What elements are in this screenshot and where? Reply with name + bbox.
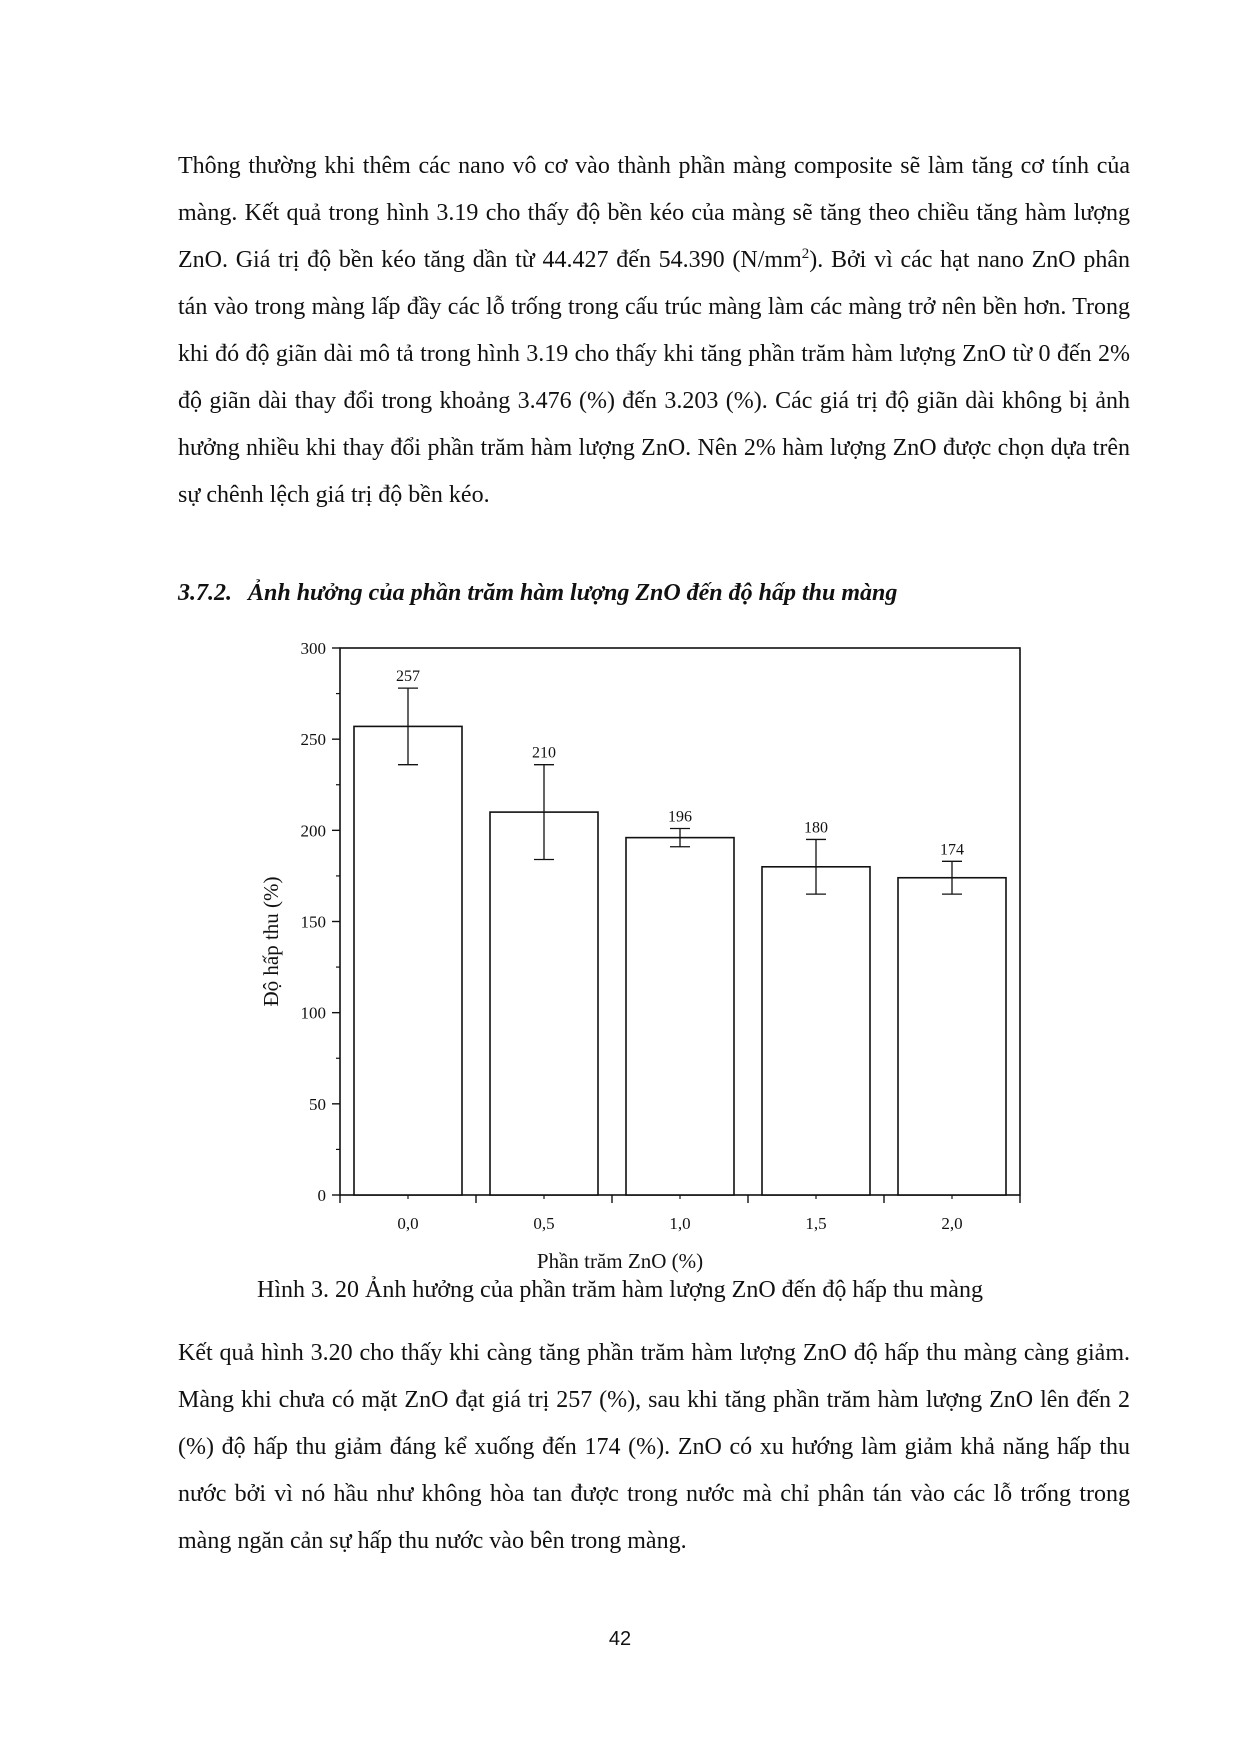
data-label: 257 xyxy=(396,668,420,686)
bar xyxy=(354,726,462,1195)
y-axis-title: Độ hấp thu (%) xyxy=(259,876,283,1007)
superscript-2: 2 xyxy=(801,246,810,262)
bar xyxy=(490,812,598,1195)
x-tick-label: 1,0 xyxy=(669,1214,691,1233)
bar xyxy=(898,878,1006,1195)
x-tick-label: 0,5 xyxy=(533,1214,555,1233)
data-label: 180 xyxy=(804,819,828,837)
data-label: 210 xyxy=(532,744,556,762)
bar xyxy=(762,867,870,1195)
x-tick-label: 2,0 xyxy=(941,1214,963,1233)
page-number: 42 xyxy=(608,1628,632,1650)
data-label: 196 xyxy=(668,808,692,826)
y-tick-label: 300 xyxy=(300,639,326,658)
figure-caption: Hình 3. 20 Ảnh hưởng của phần trăm hàm lượng ZnO đến độ hấp thu màng xyxy=(257,1277,983,1303)
y-tick-label: 250 xyxy=(300,730,326,750)
x-tick-label: 0,0 xyxy=(397,1214,419,1233)
paragraph-1-text-b: ). Bởi vì các hạt nano ZnO phân tán vào trong màng lấp đầy các lỗ trống trong cấu trúc màng làm các màng trở nên bền hơn. Trong khi đó độ giãn dài mô tả trong hình 3.19 cho thấy khi tăng phần trăm hàm lượng ZnO từ 0 đến 2% độ giãn dài thay đổi trong khoảng 3.476 (%) đến 3.203 (%). Các giá trị độ giãn dài không bị ảnh hưởng nhiều khi thay đổi phần trăm hàm lượng ZnO. Nên 2% hàm lượng ZnO được chọn dựa trên sự chênh lệch giá trị độ bền kéo. xyxy=(178,247,1131,508)
x-axis-title: Phần trăm ZnO (%) xyxy=(536,1249,704,1273)
y-tick-label: 200 xyxy=(300,821,326,841)
y-tick-label: 100 xyxy=(300,1003,326,1023)
bar xyxy=(626,838,734,1195)
paragraph-1-text-a: Thông thường khi thêm các nano vô cơ vào thành phần màng composite sẽ làm tăng cơ tính của màng. Kết quả trong hình 3.19 cho thấy độ bền kéo của màng sẽ tăng theo chiều tăng hàm lượng ZnO. Giá trị độ bền kéo tăng dần từ 44.427 đến 54.390 (N/mm xyxy=(178,153,1130,273)
x-tick-label: 1,5 xyxy=(805,1214,827,1233)
paragraph-absorption-results: Kết quả hình 3.20 cho thấy khi càng tăng phần trăm hàm lượng ZnO độ hấp thu màng càng giảm. Màng khi chưa có mặt ZnO đạt giá trị 257 (%), sau khi tăng phần trăm hàm lượng ZnO lên đến 2 (%) độ hấp thu giảm đáng kể xuống đến 174 (%). ZnO có xu hướng làm giảm khả năng hấp thu nước bởi vì nó hầu như không hòa tan được trong nước mà chỉ phân tán vào các lỗ trống trong màng ngăn cản sự hấp thu nước vào bên trong màng. xyxy=(178,1340,1130,1554)
absorption-bar-chart xyxy=(240,630,1040,1280)
data-label: 174 xyxy=(940,841,964,859)
y-tick-label: 50 xyxy=(309,1094,326,1114)
section-title: Ảnh hưởng của phần trăm hàm lượng ZnO đến độ hấp thu màng xyxy=(248,580,898,606)
y-tick-label: 150 xyxy=(300,912,326,932)
section-number: 3.7.2. xyxy=(178,580,232,606)
section-heading xyxy=(178,580,897,607)
paragraph-tensile-results xyxy=(178,143,1130,519)
y-tick-label: 0 xyxy=(317,1186,326,1205)
